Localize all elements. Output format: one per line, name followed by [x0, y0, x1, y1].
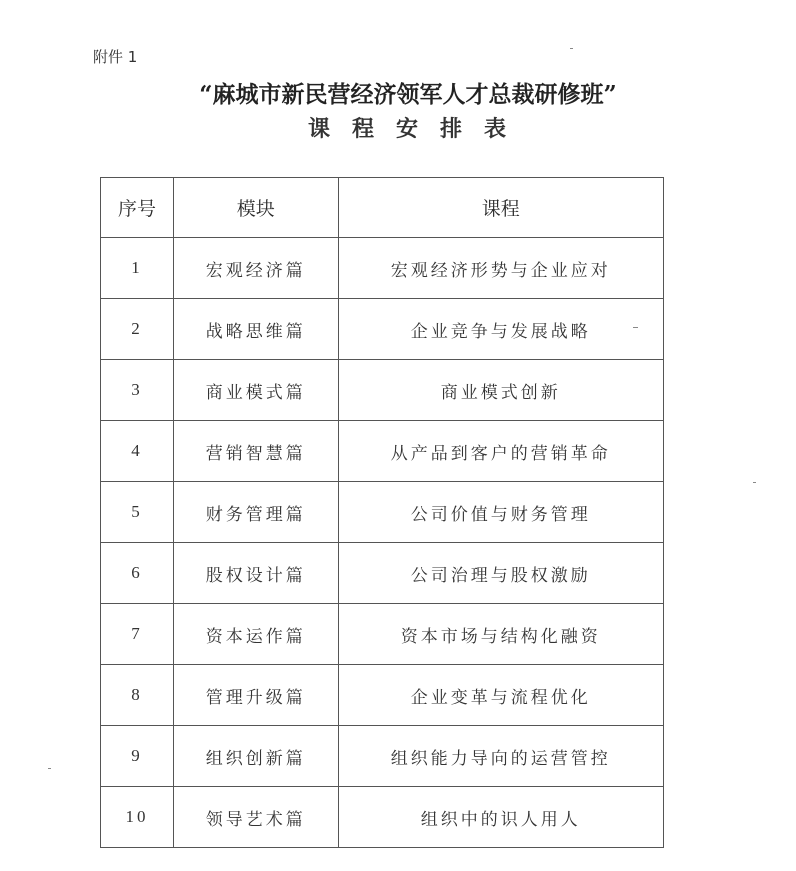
row-course: 企业变革与流程优化	[338, 665, 663, 726]
row-number: 5	[101, 482, 174, 543]
row-course: 资本市场与结构化融资	[338, 604, 663, 665]
document-subtitle: 课程安排表	[307, 116, 528, 142]
table-row	[101, 787, 664, 848]
row-module: 领导艺术篇	[173, 787, 338, 848]
row-module: 股权设计篇	[173, 543, 338, 604]
row-course: 公司价值与财务管理	[338, 482, 663, 543]
table-row	[101, 299, 664, 360]
row-number: 10	[101, 787, 174, 848]
row-number: 6	[101, 543, 174, 604]
table-row	[101, 421, 664, 482]
course-schedule-table	[100, 177, 664, 848]
header-module: 模块	[173, 178, 338, 238]
table-header-row	[101, 178, 664, 238]
table-row	[101, 604, 664, 665]
header-course: 课程	[338, 178, 663, 238]
row-module: 战略思维篇	[173, 299, 338, 360]
row-number: 7	[101, 604, 174, 665]
table-row	[101, 482, 664, 543]
row-number: 4	[101, 421, 174, 482]
row-number: 1	[101, 238, 174, 299]
row-module: 组织创新篇	[173, 726, 338, 787]
row-module: 资本运作篇	[173, 604, 338, 665]
row-course: 组织中的识人用人	[338, 787, 663, 848]
row-course: 组织能力导向的运营管控	[338, 726, 663, 787]
row-module: 财务管理篇	[173, 482, 338, 543]
row-module: 管理升级篇	[173, 665, 338, 726]
table-row	[101, 665, 664, 726]
scan-speck	[570, 48, 573, 49]
row-module: 宏观经济篇	[173, 238, 338, 299]
header-number: 序号	[101, 178, 174, 238]
row-course: 宏观经济形势与企业应对	[338, 238, 663, 299]
row-module: 营销智慧篇	[173, 421, 338, 482]
scan-speck	[633, 327, 638, 328]
row-course: 公司治理与股权激励	[338, 543, 663, 604]
table-row	[101, 726, 664, 787]
row-number: 3	[101, 360, 174, 421]
row-module: 商业模式篇	[173, 360, 338, 421]
row-course: 企业竞争与发展战略	[338, 299, 663, 360]
scan-speck	[48, 768, 51, 769]
row-number: 8	[101, 665, 174, 726]
table-row	[101, 543, 664, 604]
scan-speck	[753, 482, 756, 483]
table-row	[101, 360, 664, 421]
row-number: 9	[101, 726, 174, 787]
attachment-label: 附件 1	[93, 48, 138, 66]
row-course: 商业模式创新	[338, 360, 663, 421]
document-title: “麻城市新民营经济领军人才总裁研修班”	[199, 81, 617, 108]
row-number: 2	[101, 299, 174, 360]
table-row	[101, 238, 664, 299]
row-course: 从产品到客户的营销革命	[338, 421, 663, 482]
